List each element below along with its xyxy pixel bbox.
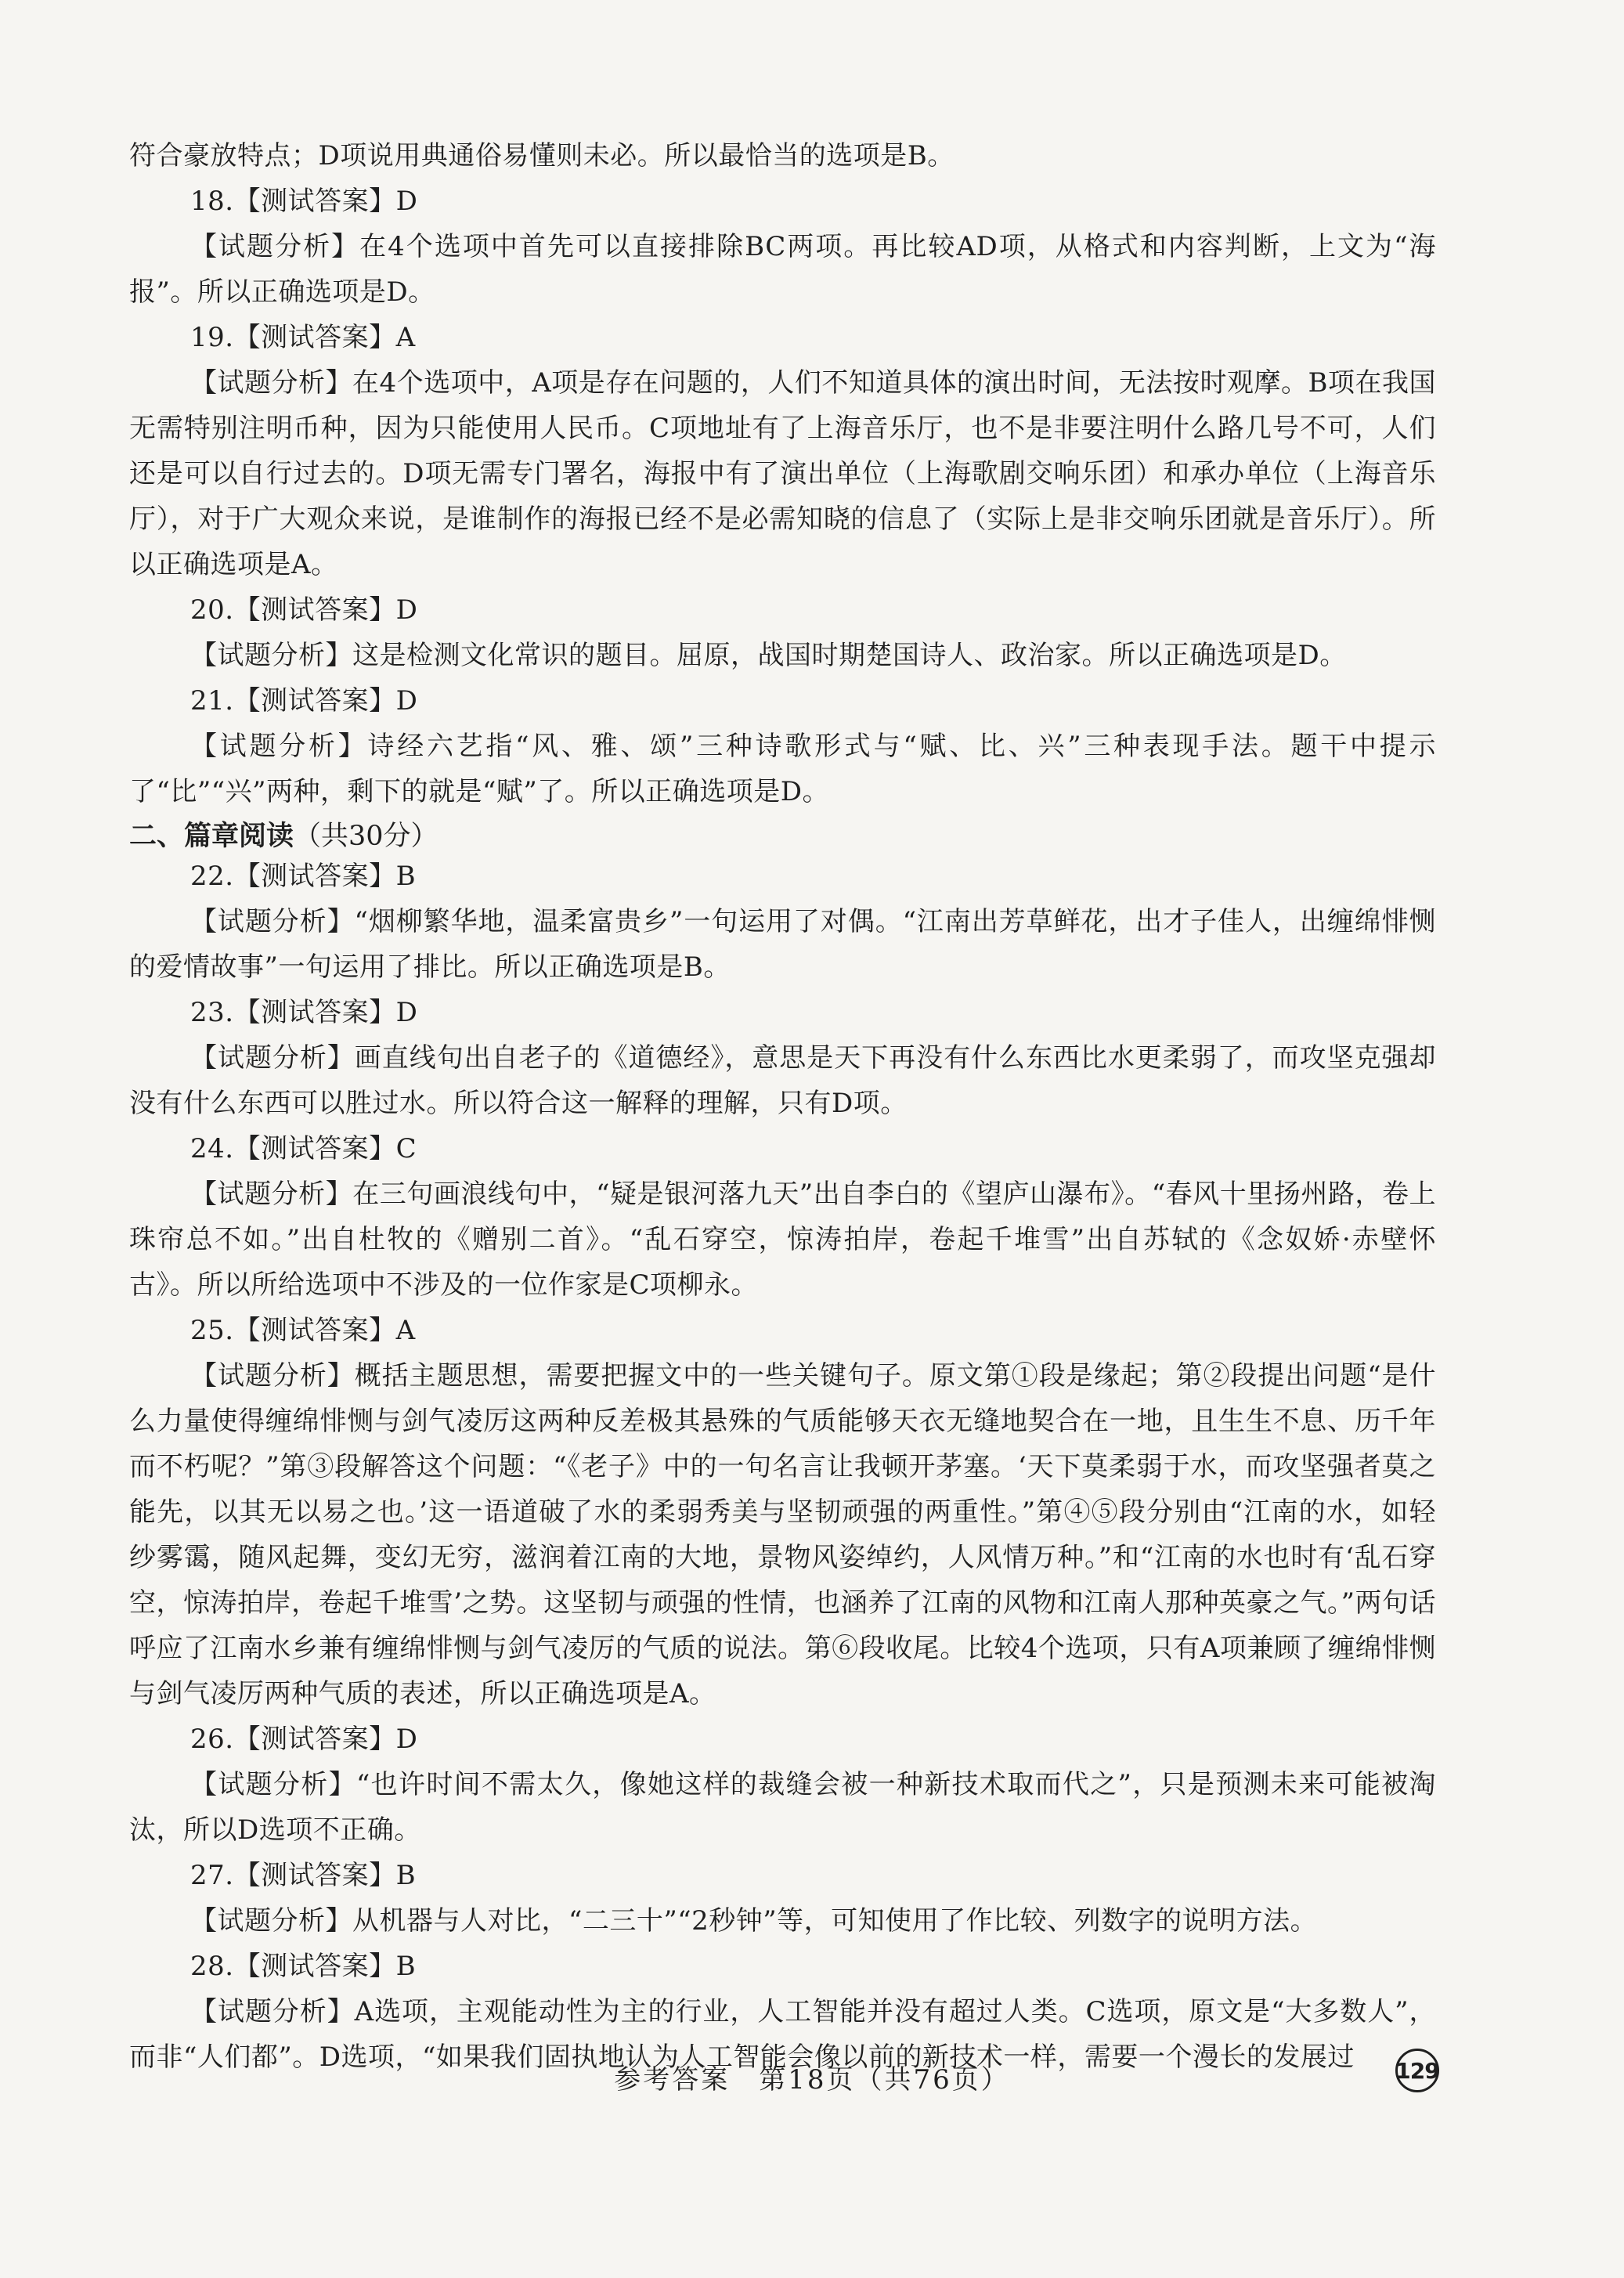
page-footer: 参考答案 第18页（共76页） xyxy=(614,2064,1010,2096)
section-title: 二、篇章阅读 xyxy=(129,821,294,852)
paragraph: 【试题分析】“烟柳繁华地，温柔富贵乡”一句运用了对偶。“江南出芳草鲜花，出才子佳人，出缠绵悱恻的爱情故事”一句运用了排比。所以正确选项是B。 xyxy=(129,906,1436,983)
section-score-note: （共30分） xyxy=(294,821,438,852)
paragraph: 19.【测试答案】A xyxy=(190,322,416,353)
paragraph: 【试题分析】诗经六艺指“风、雅、颂”三种诗歌形式与“赋、比、兴”三种表现手法。题干中提示了“比”“兴”两种，剩下的就是“赋”了。所以正确选项是D。 xyxy=(129,731,1436,807)
paragraph: 【试题分析】A选项，主观能动性为主的行业，人工智能并没有超过人类。C选项，原文是“大多数人”，而非“人们都”。D选项，“如果我们固执地认为人工智能会像以前的新技术一样，需要一个漫长的发展过 xyxy=(129,1996,1436,2073)
paragraph: 28.【测试答案】B xyxy=(190,1951,417,1982)
paragraph: 25.【测试答案】A xyxy=(190,1315,416,1346)
paragraph: 符合豪放特点；D项说用典通俗易懂则未必。所以最恰当的选项是B。 xyxy=(129,140,955,171)
paragraph: 【试题分析】画直线句出自老子的《道德经》，意思是天下再没有什么东西比水更柔弱了，而攻坚克强却没有什么东西可以胜过水。所以符合这一解释的理解，只有D项。 xyxy=(129,1042,1436,1119)
paragraph: 【试题分析】在三句画浪线句中，“疑是银河落九天”出自李白的《望庐山瀑布》。“春风十里扬州路，卷上珠帘总不如。”出自杜牧的《赠别二首》。“乱石穿空，惊涛拍岸，卷起千堆雪”出自苏轼的《念奴娇·赤壁怀古》。所以所给选项中不涉及的一位作家是C项柳永。 xyxy=(129,1179,1436,1301)
paragraph: 18.【测试答案】D xyxy=(190,186,418,217)
answer-paragraphs-part1 xyxy=(129,133,1436,814)
paragraph: 26.【测试答案】D xyxy=(190,1724,418,1755)
paragraph: 【试题分析】在4个选项中首先可以直接排除BC两项。再比较AD项，从格式和内容判断，上文为“海报”。所以正确选项是D。 xyxy=(129,231,1436,308)
section-heading xyxy=(129,814,1436,854)
paragraph: 【试题分析】在4个选项中，A项是存在问题的，人们不知道具体的演出时间，无法按时观摩。B项在我国无需特别注明币种，因为只能使用人民币。C项地址有了上海音乐厅，也不是非要注明什么路几号不可，人们还是可以自行过去的。D项无需专门署名，海报中有了演出单位（上海歌剧交响乐团）和承办单位（上海音乐厅），对于广大观众来说，是谁制作的海报已经不是必需知晓的信息了（实际上是非交响乐团就是音乐厅）。所以正确选项是A。 xyxy=(129,367,1436,580)
paragraph: 【试题分析】这是检测文化常识的题目。屈原，战国时期楚国诗人、政治家。所以正确选项是D。 xyxy=(190,640,1347,671)
paragraph: 27.【测试答案】B xyxy=(190,1860,417,1891)
paragraph: 22.【测试答案】B xyxy=(190,861,417,892)
paragraph: 【试题分析】“也许时间不需太久，像她这样的裁缝会被一种新技术取而代之”，只是预测未来可能被淘汰，所以D选项不正确。 xyxy=(129,1769,1436,1846)
paragraph: 20.【测试答案】D xyxy=(190,594,418,626)
paragraph: 【试题分析】从机器与人对比，“二三十”“2秒钟”等，可知使用了作比较、列数字的说明方法。 xyxy=(190,1905,1318,1937)
answer-paragraphs-part2 xyxy=(129,854,1436,2080)
paragraph: 23.【测试答案】D xyxy=(190,997,418,1028)
paragraph: 21.【测试答案】D xyxy=(190,685,418,717)
paragraph: 24.【测试答案】C xyxy=(190,1133,417,1164)
paragraph: 【试题分析】概括主题思想，需要把握文中的一些关键句子。原文第①段是缘起；第②段提出问题“是什么力量使得缠绵悱恻与剑气凌厉这两种反差极其悬殊的气质能够天衣无缝地契合在一地，且生生不息、历千年而不朽呢？”第③段解答这个问题：“《老子》中的一句名言让我顿开茅塞。‘天下莫柔弱于水，而攻坚强者莫之能先，以其无以易之也。’这一语道破了水的柔弱秀美与坚韧顽强的两重性。”第④⑤段分别由“江南的水，如轻纱雾霭，随风起舞，变幻无穷，滋润着江南的大地，景物风姿绰约，人风情万种。”和“江南的水也时有‘乱石穿空，惊涛拍岸，卷起千堆雪’之势。这坚韧与顽强的性情，也涵养了江南的风物和江南人那种英豪之气。”两句话呼应了江南水乡兼有缠绵悱恻与剑气凌厉的气质的说法。第⑥段收尾。比较4个选项，只有A项兼顾了缠绵悱恻与剑气凌厉两种气质的表述，所以正确选项是A。 xyxy=(129,1360,1436,1709)
page-number-badge: 129 xyxy=(1395,2049,1439,2092)
